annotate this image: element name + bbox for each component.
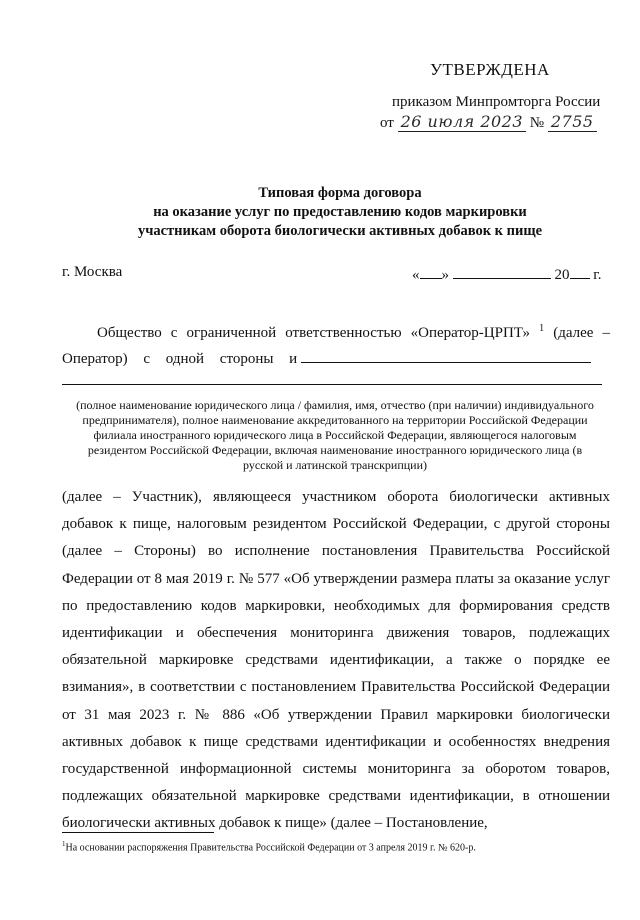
approval-order-text: приказом Минпромторга России bbox=[392, 94, 601, 110]
participant-fill-line bbox=[62, 384, 602, 385]
document-title bbox=[60, 184, 620, 241]
contract-body-text: (далее – Участник), являющееся участником оборота биологически активных добавок к пище, налоговым резидентом Российской Федерации, с другой стороны (далее – Стороны) во исполнение постановления Правительства Российской Федерации от 8 мая 2019 г. № 577 «Об утверждении размера платы за оказание услуг по предоставлению кодов маркировки, необходимых для формирования средств идентификации и обеспечения мониторинга движения товаров, подлежащих обязательной маркировке средствами идентификации, а также о порядке ее взимания», в соответствии с постановлением Правительства Российской Федерации от 31 мая 2023 г. № 886 «Об утверждении Правил маркировки биологически активных добавок к пище средствами идентификации и особенностях внедрения государственной информационной системы мониторинга за оборотом товаров, подлежащих обязательной маркировке средствами идентификации, в отношении биологически активных добавок к пище» (далее – Постановление, bbox=[62, 489, 610, 832]
participant-name-blank bbox=[301, 348, 591, 363]
date-prefix: от bbox=[380, 115, 394, 131]
footnote-ref: 1 bbox=[539, 323, 545, 334]
day-blank bbox=[420, 264, 442, 279]
month-blank bbox=[453, 264, 551, 279]
fill-instruction-note: (полное наименование юридического лица / фамилия, имя, отчество (при наличии) индивидуального предпринимателя), полное наименование аккредитованного на территории Российской Федерации филиала иностранного юридического лица в Российской Федерации, являющегося налоговым резидентом Российской Федерации, включая наименование иностранного юридического лица (в русской и латинской транскрипции) bbox=[76, 398, 594, 472]
contract-date-blank: « » 20 г. bbox=[412, 264, 601, 284]
title-line-1: Типовая форма договора bbox=[258, 185, 422, 201]
handwritten-number: 2755 bbox=[548, 112, 597, 132]
title-line-3: участникам оборота биологически активных добавок к пище bbox=[137, 223, 543, 239]
footnote: $^1$На основании распоряжения Правительства Российской Федерации от 3 апреля 2019 г. № 620-р. bbox=[62, 840, 476, 854]
year-blank bbox=[570, 264, 590, 279]
contract-city: г. Москва bbox=[62, 264, 123, 280]
party-paragraph: Общество с ограниченной ответственностью «Оператор-ЦРПТ» $^1$ (далее – Оператор) с одной стороны и bbox=[62, 323, 611, 367]
number-sign: № bbox=[529, 115, 545, 131]
title-line-2: на оказание услуг по предоставлению кодов маркировки bbox=[153, 204, 527, 220]
handwritten-date: 26 июля 2023 bbox=[398, 112, 526, 132]
approval-stamp-heading: УТВЕРЖДЕНА bbox=[430, 60, 550, 79]
footnote-divider bbox=[62, 832, 214, 833]
party-line-2: Оператор) с одной стороны и bbox=[62, 351, 298, 367]
approval-order-date-line bbox=[380, 112, 620, 132]
